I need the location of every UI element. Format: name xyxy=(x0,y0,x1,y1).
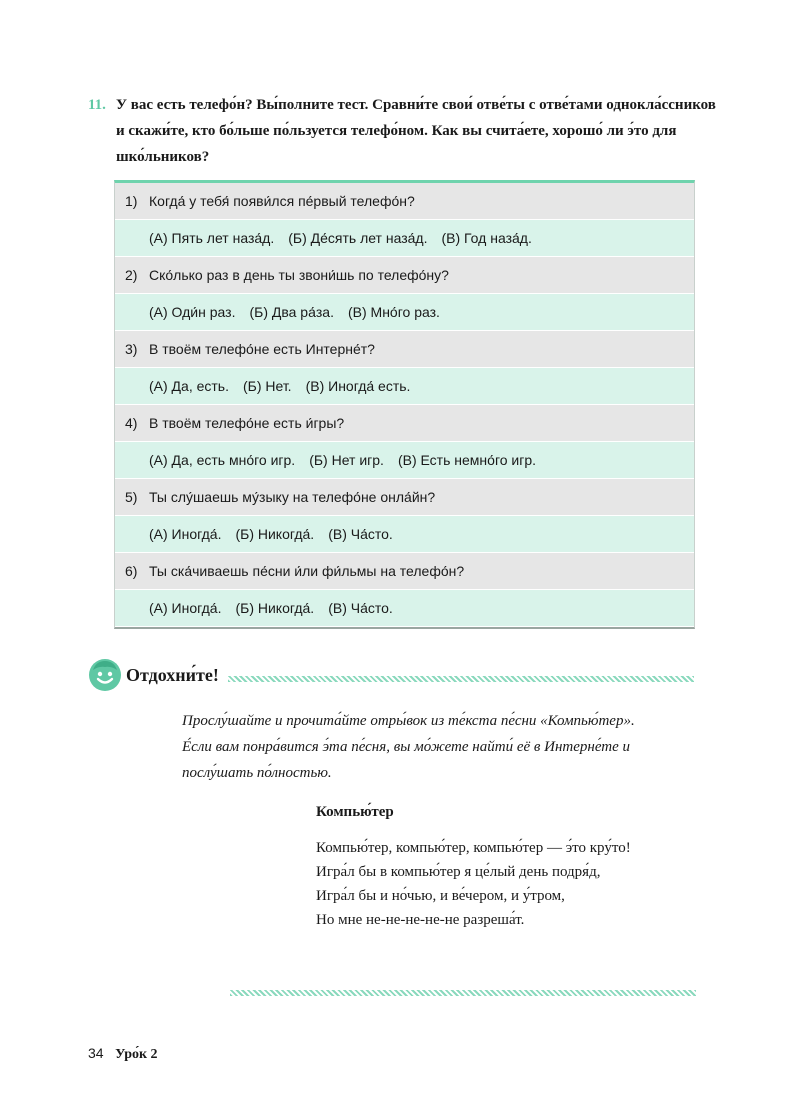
answer-option[interactable]: (А) Иногда́. xyxy=(149,600,222,616)
lyric-line: Игра́л бы в компью́тер я це́лый день подря́д, xyxy=(316,864,601,880)
quiz-item xyxy=(115,479,694,553)
answer-row xyxy=(115,442,694,479)
song-title: Компью́тер xyxy=(316,804,394,820)
decorative-divider xyxy=(228,676,694,682)
rest-instructions xyxy=(182,708,702,786)
song-lyrics xyxy=(316,836,716,932)
answer-row xyxy=(115,220,694,257)
lesson-label: Уро́к 2 xyxy=(115,1047,158,1062)
answer-option[interactable]: (А) Да, есть мно́го игр. xyxy=(149,452,296,468)
answer-option[interactable]: (Б) Нет игр. xyxy=(309,452,384,468)
question-number: 2) xyxy=(125,267,138,283)
answer-row xyxy=(115,516,694,553)
page-footer xyxy=(88,1045,158,1063)
lyric-line: Компью́тер, компью́тер, компью́тер — э́то кру́то! xyxy=(316,840,631,856)
quiz-item xyxy=(115,257,694,331)
answer-option[interactable]: (Б) Никогда́. xyxy=(235,526,315,542)
question-text: В твоём телефо́не есть Интерне́т? xyxy=(149,341,375,357)
task-line xyxy=(88,92,716,118)
question-text: Ско́лько раз в день ты звони́шь по телефо́ну? xyxy=(149,267,449,283)
question-number: 5) xyxy=(125,489,138,505)
instruction-line: послу́шать по́лностью. xyxy=(182,765,332,781)
answer-row xyxy=(115,368,694,405)
instruction-line: Е́сли вам понра́вится э́та пе́сня, вы мо́жете найти́ её в Интерне́те и xyxy=(182,739,631,755)
answer-option[interactable]: (В) Иногда́ есть. xyxy=(305,378,411,394)
question-number: 1) xyxy=(125,193,138,209)
question-text: В твоём телефо́не есть и́гры? xyxy=(149,415,345,431)
decorative-divider xyxy=(230,990,696,996)
rest-title: Отдохни́те! xyxy=(126,665,219,685)
quiz-item xyxy=(115,183,694,257)
answer-option[interactable]: (В) Есть немно́го игр. xyxy=(397,452,537,468)
question-row xyxy=(115,553,694,590)
task-number: 11. xyxy=(88,97,106,113)
answer-option[interactable]: (Б) Де́сять лет наза́д. xyxy=(288,230,428,246)
question-text: Ты слу́шаешь му́зыку на телефо́не онла́йн? xyxy=(149,489,436,505)
answer-option[interactable]: (Б) Никогда́. xyxy=(235,600,315,616)
rest-section-header xyxy=(88,658,698,698)
question-row xyxy=(115,331,694,368)
task-text: У вас есть телефо́н? Вы́полните тест. Сравни́те свои́ отве́ты с отве́тами однокла́ссников xyxy=(116,97,716,113)
answer-option[interactable]: (А) Да, есть. xyxy=(149,378,229,394)
quiz-table xyxy=(114,180,695,629)
answer-option[interactable]: (В) Ча́сто. xyxy=(328,600,393,616)
question-number: 6) xyxy=(125,563,138,579)
answer-row xyxy=(115,294,694,331)
answer-row xyxy=(115,590,694,627)
question-row xyxy=(115,183,694,220)
quiz-item xyxy=(115,331,694,405)
answer-option[interactable]: (А) Пять лет наза́д. xyxy=(149,230,275,246)
answer-option[interactable]: (Б) Нет. xyxy=(242,378,292,394)
smiley-face-icon xyxy=(88,658,122,692)
answer-option[interactable]: (В) Мно́го раз. xyxy=(347,304,440,320)
question-row xyxy=(115,479,694,516)
question-text: Ты ска́чиваешь пе́сни и́ли фи́льмы на телефо́н? xyxy=(149,563,465,579)
question-row xyxy=(115,257,694,294)
task-heading xyxy=(88,92,716,170)
lyric-line: Игра́л бы и но́чью, и ве́чером, и у́тром, xyxy=(316,888,565,904)
answer-option[interactable]: (А) Оди́н раз. xyxy=(149,304,236,320)
page-number: 34 xyxy=(88,1045,104,1061)
answer-option[interactable]: (В) Ча́сто. xyxy=(328,526,393,542)
task-line: шко́льников? xyxy=(116,149,210,165)
question-text: Когда́ у тебя́ появи́лся пе́рвый телефо́н? xyxy=(149,193,415,209)
question-number: 3) xyxy=(125,341,138,357)
answer-option[interactable]: (В) Год наза́д. xyxy=(441,230,532,246)
answer-option[interactable]: (А) Иногда́. xyxy=(149,526,222,542)
quiz-item xyxy=(115,405,694,479)
quiz-item xyxy=(115,553,694,627)
instruction-line: Прослу́шайте и прочита́йте отры́вок из те́кста пе́сни «Компью́тер». xyxy=(182,713,635,729)
answer-option[interactable]: (Б) Два ра́за. xyxy=(249,304,334,320)
task-line: и скажи́те, кто бо́льше по́льзуется телефо́ном. Как вы счита́ете, хорошо́ ли э́то для xyxy=(116,123,677,139)
question-number: 4) xyxy=(125,415,138,431)
lyric-line: Но мне не-не-не-не-не разреша́т. xyxy=(316,912,525,928)
song-excerpt xyxy=(316,800,716,932)
question-row xyxy=(115,405,694,442)
